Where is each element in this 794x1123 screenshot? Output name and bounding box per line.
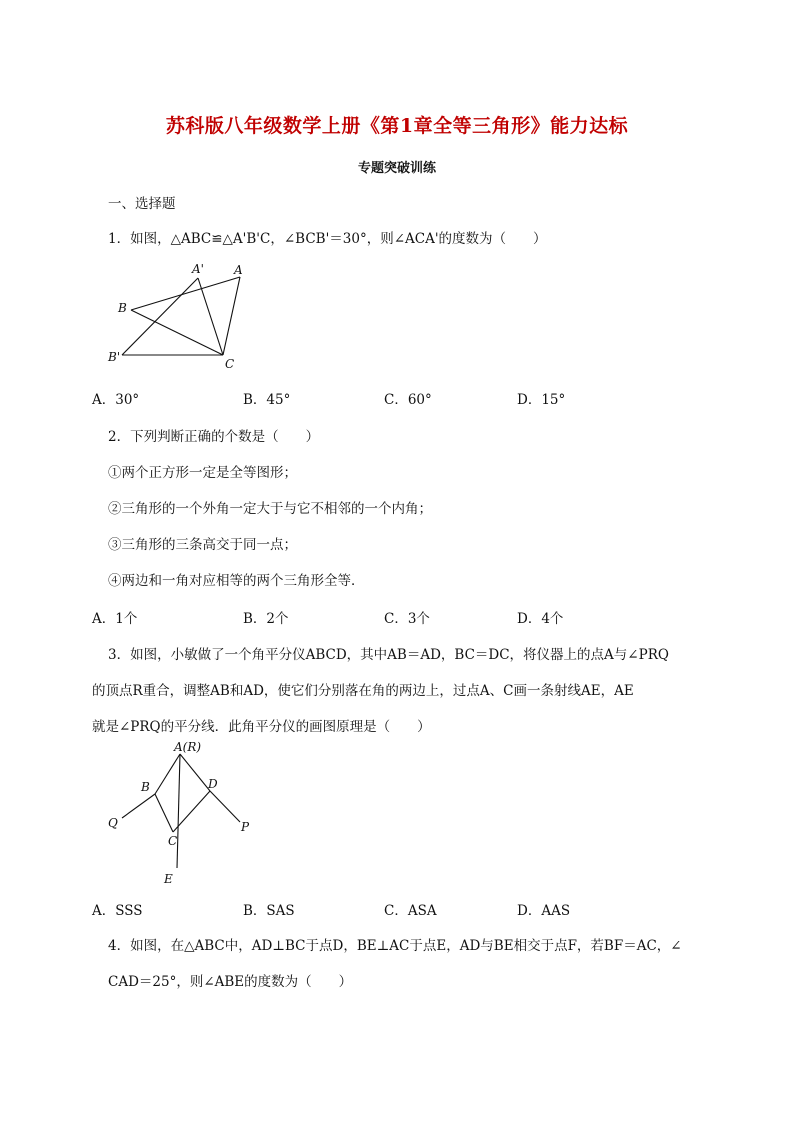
q1-option-c: C．60°	[384, 392, 432, 408]
segment-DP	[210, 791, 240, 822]
segment-AD	[180, 754, 210, 791]
q2-statement-2: ②三角形的一个外角一定大于与它不相邻的一个内角；	[108, 501, 432, 517]
segment-BC	[155, 794, 173, 832]
ray-AE	[177, 754, 180, 868]
q3-option-a: A．SSS	[92, 903, 143, 919]
q2-option-a: A．1个	[92, 611, 138, 627]
section-heading: 一、选择题	[108, 196, 176, 212]
question-2-stem: 2．下列判断正确的个数是（ ）	[108, 429, 320, 445]
label-A: A	[234, 263, 243, 277]
q2-option-b: B．2个	[243, 611, 289, 627]
q1-option-d: D．15°	[517, 392, 566, 408]
question-4-stem-line-2: CAD＝25°，则∠ABE的度数为（ ）	[108, 974, 353, 990]
question-4-stem-line-1: 4．如图，在△ABC中，AD⊥BC于点D，BE⊥AC于点E，AD与BE相交于点F，若BF＝AC，∠	[108, 938, 682, 954]
question-3-stem-line-2: 的顶点R重合，调整AB和AD，使它们分别落在角的两边上，过点A、C画一条射线AE，AE	[92, 683, 634, 699]
question-3-figure	[100, 740, 270, 890]
label-B: B	[141, 780, 150, 794]
q3-option-b: B．SAS	[243, 903, 295, 919]
document-subtitle: 专题突破训练	[357, 161, 436, 176]
q2-option-c: C．3个	[384, 611, 430, 627]
question-3-stem-line-3: 就是∠PRQ的平分线．此角平分仪的画图原理是（ ）	[92, 719, 431, 735]
label-E: E	[164, 872, 173, 886]
label-B: B	[118, 301, 127, 315]
label-Q: Q	[108, 816, 118, 830]
q2-statement-4: ④两边和一角对应相等的两个三角形全等．	[108, 573, 365, 589]
q1-option-a: A．30°	[92, 392, 140, 408]
segment-AC	[223, 277, 240, 355]
label-P: P	[241, 820, 250, 834]
label-C: C	[225, 357, 235, 371]
segment-BQ	[122, 794, 155, 818]
q3-option-c: C．ASA	[384, 903, 437, 919]
label-A-prime: A'	[192, 262, 204, 276]
segment-B'A'	[122, 278, 198, 355]
question-3-stem-line-1: 3．如图，小敏做了一个角平分仪ABCD，其中AB＝AD，BC＝DC，将仪器上的点A与∠PRQ	[108, 647, 669, 663]
label-B-prime: B'	[108, 350, 121, 364]
segment-A'C	[198, 278, 223, 355]
q2-option-d: D．4个	[517, 611, 564, 627]
q3-option-d: D．AAS	[517, 903, 571, 919]
label-D: D	[208, 777, 218, 791]
q2-statement-3: ③三角形的三条高交于同一点；	[108, 537, 297, 553]
q1-option-b: B．45°	[243, 392, 291, 408]
document-title: 苏科版八年级数学上册《第1章全等三角形》能力达标	[165, 115, 629, 137]
question-1-stem: 1．如图，△ABC≌△A'B'C，∠BCB'＝30°，则∠ACA'的度数为（ ）	[108, 231, 547, 247]
question-1-figure	[100, 258, 260, 373]
segment-AB	[155, 754, 180, 794]
q2-statement-1: ①两个正方形一定是全等图形；	[108, 465, 297, 481]
label-A-R: A(R)	[174, 740, 202, 754]
segment-BA	[131, 277, 240, 310]
label-C: C	[168, 834, 178, 848]
